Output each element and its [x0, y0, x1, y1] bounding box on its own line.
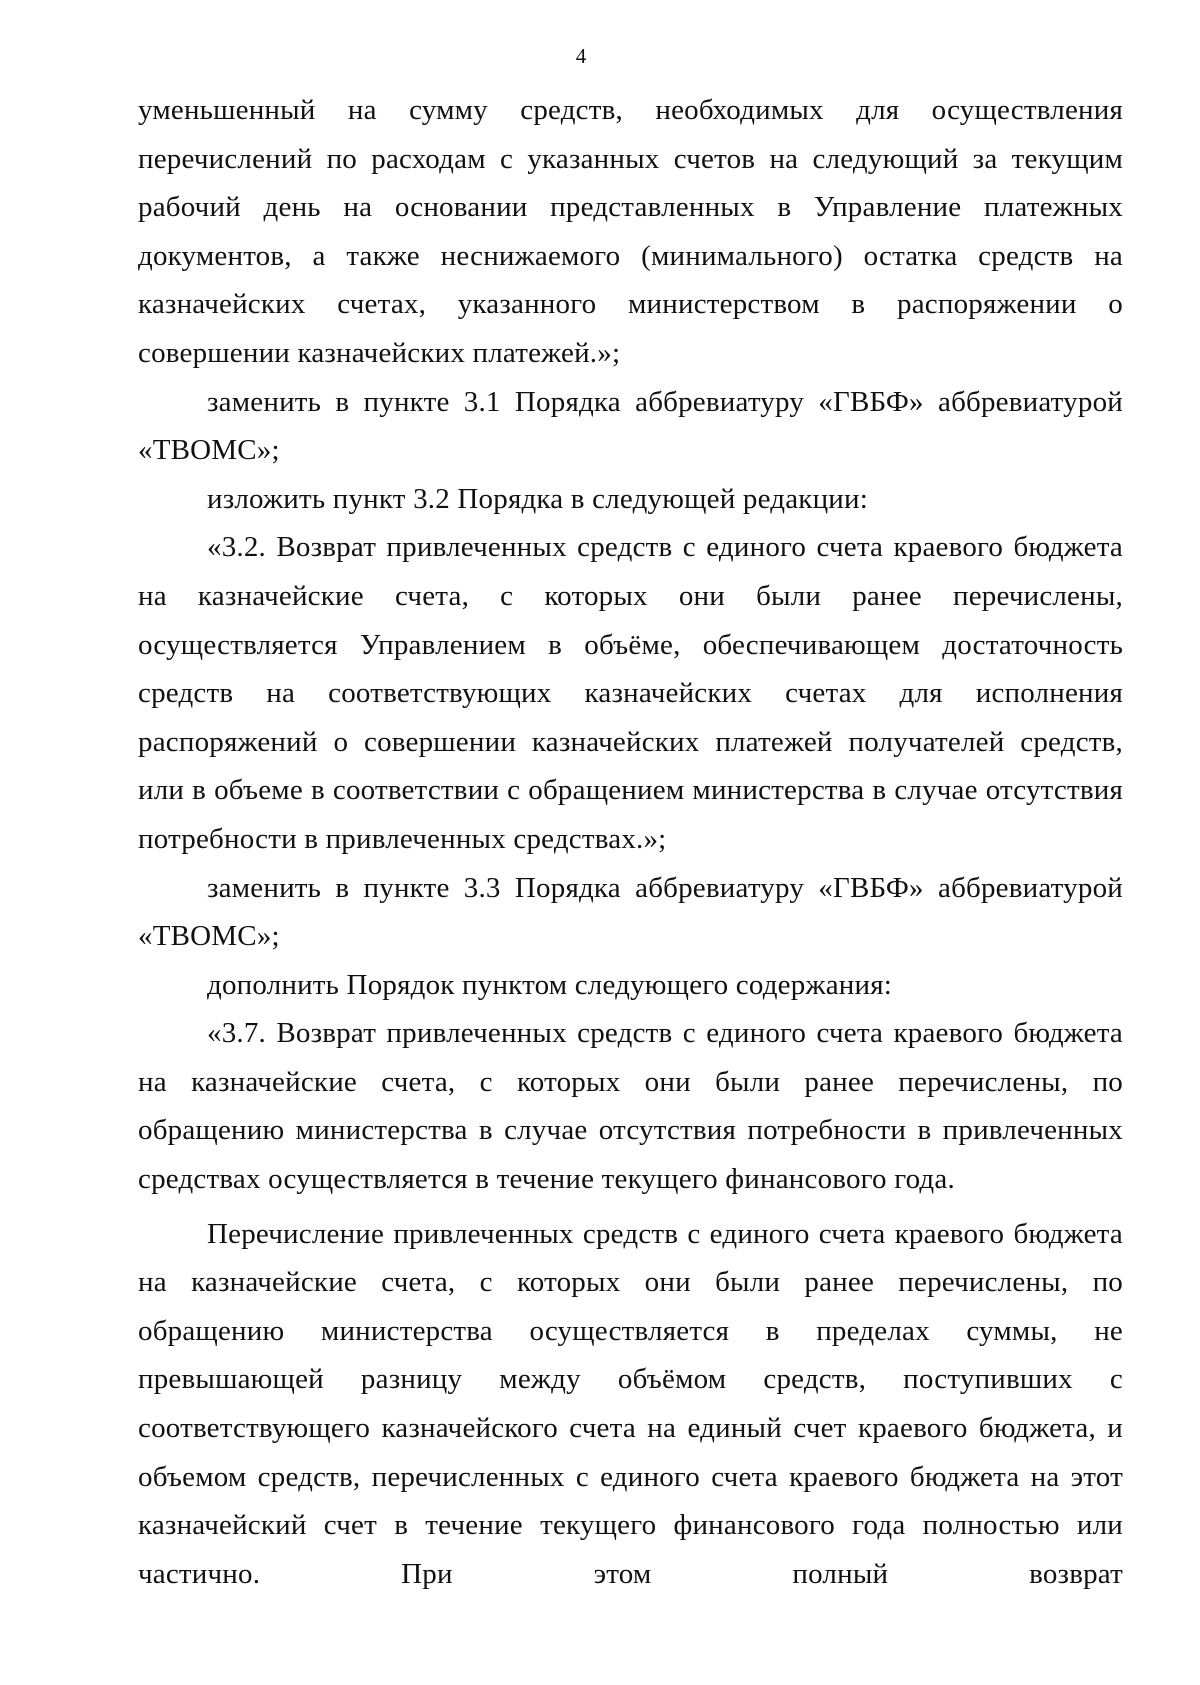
paragraph-amend-3-2-intro: изложить пункт 3.2 Порядка в следующей редакции:: [207, 482, 868, 515]
paragraph-replace-3-1: заменить в пункте 3.1 Порядка аббревиатуру «ГВБФ» аббревиатурой «ТВОМС»;: [138, 385, 1123, 467]
paragraph-add-clause-intro: дополнить Порядок пунктом следующего содержания:: [207, 968, 892, 1001]
paragraph-clause-3-2: «3.2. Возврат привлеченных средств с единого счета краевого бюджета на казначейские счета, с которых они были ранее перечислены, осуществляется Управлением в объёме, обеспечивающем достаточность средств на соответствующих казначейских счетах для исполнения распоряжений о совершении казначейских платежей получателей средств, или в объеме в соответствии с обращением министерства в случае отсутствия потребности в привлеченных средствах.»;: [138, 531, 1123, 855]
paragraph-clause-3-7-transfer: Перечисление привлеченных средств с единого счета краевого бюджета на казначейские счета, с которых они были ранее перечислены, по обращению министерства осуществляется в пределах суммы, не превышающей разницу между объёмом средств, поступивших с соответствующего казначейского счета на единый счет краевого бюджета, и объемом средств, перечисленных с единого счета краевого бюджета на этот казначейский счет в течение текущего финансового года полностью или частично. При этом полный возврат: [138, 1217, 1123, 1590]
paragraph-replace-3-3: заменить в пункте 3.3 Порядка аббревиатуру «ГВБФ» аббревиатурой «ТВОМС»;: [138, 871, 1123, 953]
document-body: [138, 86, 1123, 1598]
paragraph-clause-3-7: «3.7. Возврат привлеченных средств с единого счета краевого бюджета на казначейские счета, с которых они были ранее перечислены, по обращению министерства в случае отсутствия потребности в привлеченных средствах осуществляется в течение текущего финансового года.: [138, 1017, 1123, 1196]
paragraph-continuation: уменьшенный на сумму средств, необходимых для осуществления перечислений по расходам с указанных счетов на следующий за текущим рабочий день на основании представленных в Управление платежных документов, а также неснижаемого (минимального) остатка средств на казначейских счетах, указанного министерством в распоряжении о совершении казначейских платежей.»;: [138, 94, 1123, 369]
page-number: 4: [575, 44, 587, 68]
